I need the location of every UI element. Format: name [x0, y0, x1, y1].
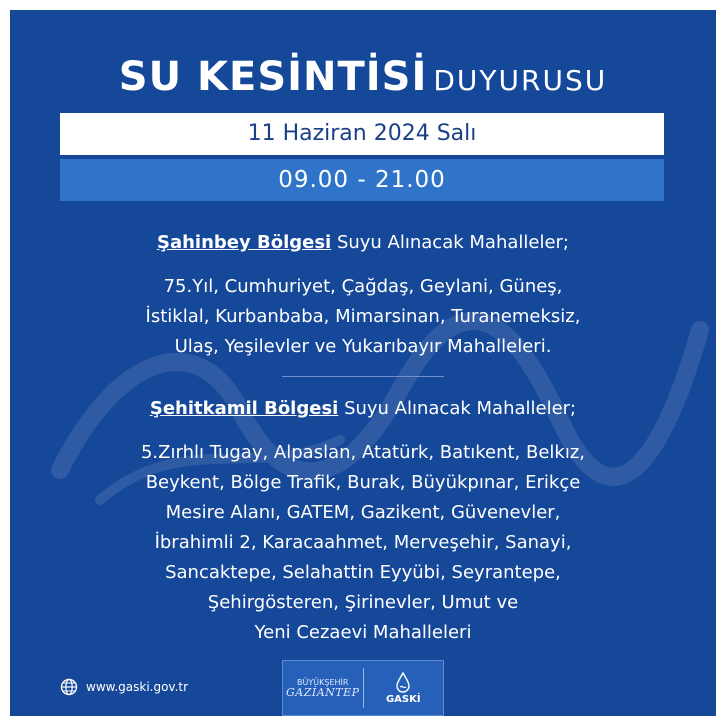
region2-suffix: Suyu Alınacak Mahalleler; [338, 398, 577, 419]
globe-icon [60, 678, 78, 696]
region1-name: Şahinbey Bölgesi [156, 232, 332, 253]
region2-heading [10, 398, 716, 419]
time-bar: 09.00 - 21.00 [60, 159, 664, 201]
list-item: Şehirgösteren, Şirinevler, Umut ve [207, 592, 519, 613]
date-bar: 11 Haziran 2024 Salı [60, 113, 664, 155]
list-item: Yeni Cezaevi Mahalleleri [254, 622, 472, 643]
announcement-panel [10, 10, 716, 716]
logo-right-name: GASKİ [385, 693, 421, 705]
gaziantep-logo [283, 678, 363, 698]
list-item: 75.Yıl, Cumhuriyet, Çağdaş, Geylani, Güneş, [163, 276, 563, 297]
list-item: İstiklal, Kurbanbaba, Mimarsinan, Turanemeksiz, [145, 306, 581, 327]
logo-left-name: GAZİANTEP [285, 686, 360, 699]
list-item: 5.Zırhlı Tugay, Alpaslan, Atatürk, Batıkent, Belkız, [140, 442, 585, 463]
gaski-logo [364, 672, 444, 705]
logo-box [282, 660, 444, 716]
region2-name: Şehitkamil Bölgesi [149, 398, 339, 419]
list-item: İbrahimli 2, Karacaahmet, Merveşehir, Sanayi, [154, 532, 572, 553]
title-sub: DUYURUSU [433, 64, 608, 97]
region2-list [10, 438, 716, 648]
list-item: Mesire Alanı, GATEM, Gazikent, Güvenevler, [165, 502, 561, 523]
water-drop-icon [395, 672, 411, 694]
website-link[interactable] [60, 678, 188, 696]
list-item: Ulaş, Yeşilevler ve Yukarıbayır Mahalleleri. [174, 336, 552, 357]
title-main: SU KESİNTİSİ [118, 54, 428, 100]
region1-heading [10, 232, 716, 253]
logo-left-top: BÜYÜKŞEHİR [297, 678, 349, 687]
region1-list [10, 272, 716, 362]
list-item: Sancaktepe, Selahattin Eyyübi, Seyrantepe, [165, 562, 561, 583]
website-text: www.gaski.gov.tr [86, 680, 189, 694]
page-title [10, 54, 716, 100]
list-item: Beykent, Bölge Trafik, Burak, Büyükpınar, Erikçe [145, 472, 581, 493]
region1-suffix: Suyu Alınacak Mahalleler; [331, 232, 569, 253]
section-divider [282, 376, 444, 377]
